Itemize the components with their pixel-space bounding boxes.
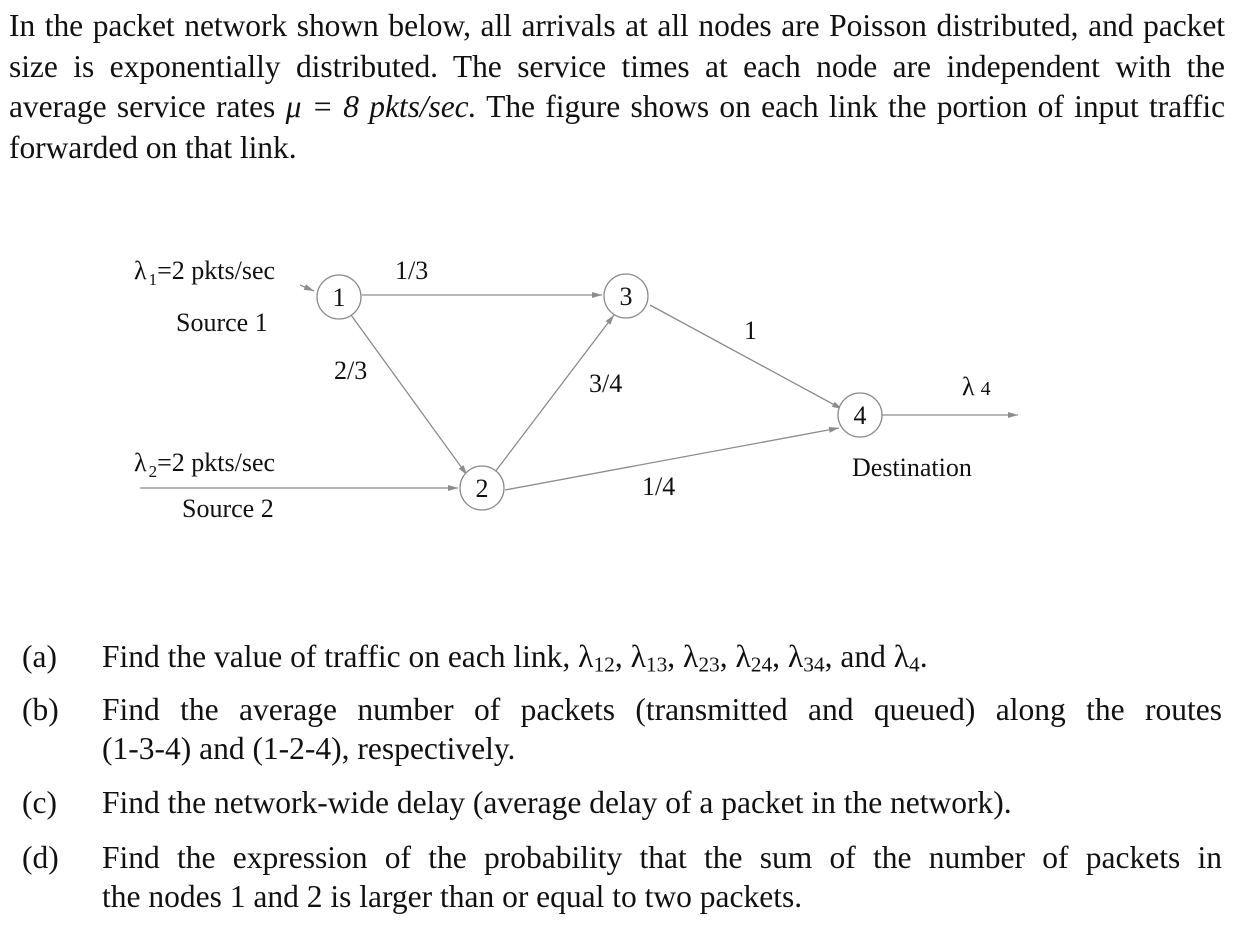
question-c-label: (c)	[22, 785, 57, 820]
node-3-label: 3	[619, 282, 633, 311]
node-4-label: 4	[853, 401, 867, 430]
node-1	[317, 275, 361, 319]
lambda-24: $\lambda_{24}$	[735, 639, 773, 677]
node-2-label: 2	[475, 474, 489, 503]
intro-text-2: The figure shows on each link the portion of input traffic forwarded on that link.	[9, 89, 1225, 165]
link-2-3-label: 3/4	[589, 369, 623, 398]
question-b-line2: (1-3-4) and (1-2-4), respectively.	[102, 731, 516, 766]
node-2	[460, 466, 504, 510]
link-source1-1	[300, 285, 314, 291]
lambda-23: $\lambda_{23}$	[683, 639, 720, 677]
problem-intro	[9, 6, 1225, 168]
link-3-4-label: 1	[744, 316, 757, 345]
question-b-line1: Find the average number of packets (transmitted and queued) along the routes	[102, 692, 1222, 727]
link-1-2	[351, 315, 467, 475]
intro-service-rate: μ = 8 pkts/sec.	[285, 89, 477, 124]
lambda-12: $\lambda_{12}$	[578, 639, 615, 677]
link-1-2-label: 2/3	[334, 356, 368, 385]
question-a-label: (a)	[22, 639, 57, 674]
question-d-line1: Find the expression of the probability that the sum of the number of packets in	[102, 840, 1222, 875]
link-2-4-label: 1/4	[642, 472, 676, 501]
destination-name: Destination	[852, 453, 972, 482]
lambda-13: $\lambda_{13}$	[630, 639, 668, 677]
lambda-4: $\lambda_4$	[893, 639, 920, 677]
question-d-line2: the nodes 1 and 2 is larger than or equal to two packets.	[102, 879, 803, 914]
link-1-3-label: 1/3	[395, 256, 429, 285]
node-3	[604, 274, 648, 318]
destination-rate: λ 4	[962, 372, 991, 401]
network-diagram	[0, 240, 1234, 560]
source2-name: Source 2	[182, 494, 274, 523]
question-c-line1: Find the network-wide delay (average delay of a packet in the network).	[102, 785, 1012, 820]
question-d-label: (d)	[22, 840, 59, 875]
question-b-label: (b)	[22, 692, 59, 727]
source1-name: Source 1	[176, 308, 268, 337]
source1-rate: λ $_1$=2 pkts/sec	[134, 256, 276, 289]
lambda-34: $\lambda_{34}$	[787, 639, 825, 677]
node-1-label: 1	[332, 283, 346, 312]
node-4	[838, 393, 882, 437]
question-a-text: Find the value of traffic on each link,	[102, 639, 579, 674]
intro-text-1: In the packet network shown below, all arrivals at all nodes are Poisson distributed, and packet size is exponentially distributed. The service times at each node are independent with the average service rates	[9, 8, 1225, 124]
source2-rate: λ $_2$=2 pkts/sec	[134, 448, 276, 481]
